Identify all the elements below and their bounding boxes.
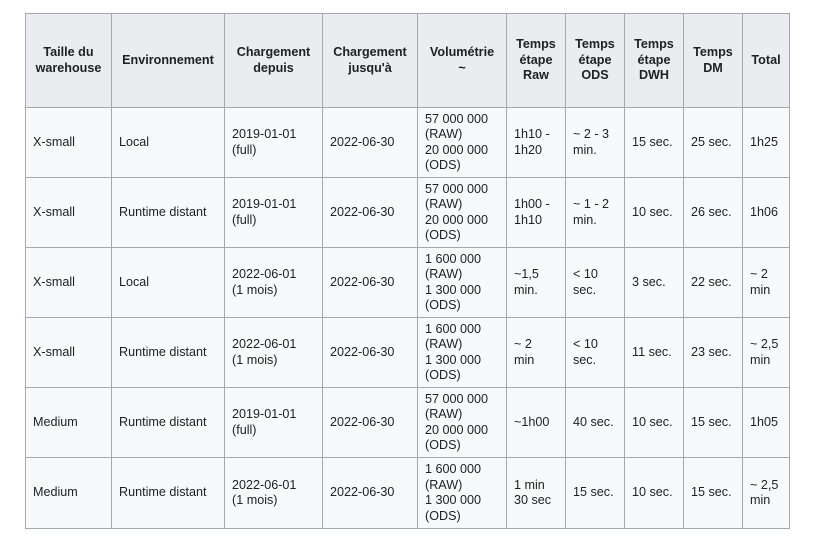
- table-cell: [684, 178, 743, 248]
- table-cell: [112, 178, 225, 248]
- cell-line: sec.: [573, 282, 597, 297]
- table-row: [26, 458, 790, 529]
- cell-line: (full): [232, 212, 257, 227]
- table-cell: [112, 248, 225, 318]
- table-cell: [625, 458, 684, 529]
- cell-line: 15 sec.: [691, 485, 732, 500]
- column-header-line: étape: [578, 52, 612, 67]
- cell-line: ~ 2,5: [750, 337, 779, 351]
- table-cell: [225, 248, 323, 318]
- column-header: [684, 14, 743, 108]
- cell-line: 3 sec.: [632, 274, 666, 289]
- cell-line: Runtime distant: [119, 485, 207, 500]
- table-cell: [112, 388, 225, 458]
- table-cell: [507, 178, 566, 248]
- cell-line: min: [750, 352, 771, 367]
- table-cell: [507, 248, 566, 318]
- cell-line: Medium: [33, 414, 78, 429]
- cell-line: 26 sec.: [691, 204, 732, 219]
- cell-line: (RAW): [425, 267, 463, 281]
- cell-line: (1 mois): [232, 282, 278, 297]
- table-cell: [225, 108, 323, 178]
- column-header: [112, 14, 225, 108]
- cell-line: (full): [232, 422, 257, 437]
- column-header-line: depuis: [253, 60, 294, 75]
- column-header-line: Temps: [575, 37, 615, 52]
- table-cell: [566, 248, 625, 318]
- table-cell: [26, 178, 112, 248]
- cell-line: Local: [119, 134, 150, 149]
- column-header: [507, 14, 566, 108]
- table-cell: [26, 458, 112, 529]
- table-cell: [225, 318, 323, 388]
- cell-line: 20 000 000: [425, 212, 489, 227]
- cell-line: (RAW): [425, 477, 463, 492]
- cell-line: 1 600 000: [425, 321, 482, 336]
- table-cell: [566, 178, 625, 248]
- table-cell: [26, 108, 112, 178]
- table-row: [26, 318, 790, 388]
- table-cell: [112, 458, 225, 529]
- cell-line: Runtime distant: [119, 344, 207, 359]
- cell-line: < 10: [573, 267, 598, 281]
- table-cell: [323, 178, 418, 248]
- table-cell: [743, 458, 790, 529]
- cell-line: (1 mois): [232, 352, 278, 367]
- column-header: [566, 14, 625, 108]
- cell-line: X-small: [33, 344, 75, 359]
- table-cell: [26, 388, 112, 458]
- column-header-line: étape: [637, 52, 671, 67]
- cell-line: 10 sec.: [632, 485, 673, 500]
- cell-line: 2022-06-30: [330, 134, 395, 149]
- table-cell: [684, 318, 743, 388]
- cell-line: X-small: [33, 134, 75, 149]
- cell-line: min.: [573, 142, 597, 157]
- cell-line: 1 600 000: [425, 462, 482, 476]
- table-row: [26, 108, 790, 178]
- table-cell: [225, 458, 323, 529]
- cell-line: (RAW): [425, 407, 463, 421]
- table-cell: [684, 458, 743, 529]
- cell-line: 15 sec.: [632, 134, 673, 149]
- cell-line: (ODS): [425, 228, 461, 242]
- table-row: [26, 248, 790, 318]
- table-cell: [418, 388, 507, 458]
- cell-line: 11 sec.: [632, 344, 672, 359]
- table-cell: [418, 318, 507, 388]
- cell-line: 2022-06-01: [232, 337, 297, 351]
- table-cell: [743, 248, 790, 318]
- cell-line: 2022-06-01: [232, 477, 297, 492]
- cell-line: (ODS): [425, 438, 461, 452]
- cell-line: 23 sec.: [691, 344, 732, 359]
- benchmark-table-container: [25, 13, 790, 529]
- cell-line: 10 sec.: [632, 414, 673, 429]
- cell-line: 1 300 000: [425, 493, 482, 507]
- cell-line: min: [750, 282, 771, 297]
- table-row: [26, 178, 790, 248]
- cell-line: min.: [573, 212, 597, 227]
- column-header-line: warehouse: [35, 60, 102, 75]
- cell-line: < 10: [573, 337, 598, 351]
- table-row: [26, 388, 790, 458]
- table-cell: [625, 178, 684, 248]
- cell-line: 2022-06-30: [330, 344, 395, 359]
- cell-line: 25 sec.: [691, 134, 732, 149]
- table-cell: [743, 108, 790, 178]
- cell-line: Medium: [33, 485, 78, 500]
- cell-line: 20 000 000: [425, 142, 489, 157]
- table-cell: [323, 108, 418, 178]
- cell-line: 2022-06-30: [330, 414, 395, 429]
- cell-line: min.: [514, 282, 538, 297]
- column-header-line: Chargement: [333, 45, 407, 59]
- cell-line: 2022-06-01: [232, 267, 297, 281]
- cell-line: X-small: [33, 274, 75, 289]
- cell-line: 15 sec.: [691, 414, 732, 429]
- cell-line: X-small: [33, 204, 75, 219]
- column-header-line: Total: [751, 52, 781, 67]
- cell-line: 30 sec: [514, 493, 552, 507]
- cell-line: 22 sec.: [691, 274, 732, 289]
- table-cell: [323, 458, 418, 529]
- cell-line: ~1,5: [514, 267, 539, 281]
- column-header: [323, 14, 418, 108]
- cell-line: sec.: [573, 352, 597, 367]
- table-cell: [418, 458, 507, 529]
- cell-line: 1 300 000: [425, 282, 482, 297]
- column-header-line: Temps: [634, 37, 674, 52]
- cell-line: ~ 2: [750, 267, 768, 281]
- cell-line: 15 sec.: [573, 485, 614, 500]
- column-header-line: Taille du: [43, 45, 94, 59]
- table-cell: [625, 388, 684, 458]
- cell-line: (RAW): [425, 127, 463, 141]
- table-cell: [418, 248, 507, 318]
- cell-line: 1h06: [750, 204, 779, 219]
- cell-line: 1h05: [750, 414, 779, 429]
- cell-line: 2022-06-30: [330, 274, 395, 289]
- table-cell: [225, 388, 323, 458]
- column-header-line: Chargement: [236, 45, 311, 59]
- column-header-line: Environnement: [122, 52, 214, 67]
- table-cell: [684, 248, 743, 318]
- table-cell: [684, 108, 743, 178]
- table-cell: [566, 388, 625, 458]
- cell-line: (ODS): [425, 368, 461, 382]
- cell-line: Local: [119, 274, 150, 289]
- table-cell: [112, 108, 225, 178]
- cell-line: Runtime distant: [119, 414, 207, 429]
- table-cell: [323, 388, 418, 458]
- cell-line: ~ 1 - 2: [573, 197, 610, 211]
- table-cell: [743, 388, 790, 458]
- table-cell: [323, 248, 418, 318]
- cell-line: 2019-01-01: [232, 127, 297, 141]
- cell-line: (ODS): [425, 158, 461, 172]
- table-cell: [26, 318, 112, 388]
- cell-line: (1 mois): [232, 493, 278, 507]
- table-cell: [507, 108, 566, 178]
- table-cell: [743, 318, 790, 388]
- cell-line: 57 000 000: [425, 181, 489, 196]
- cell-line: 20 000 000: [425, 422, 489, 437]
- cell-line: 1h10: [514, 212, 543, 227]
- cell-line: 2022-06-30: [330, 204, 395, 219]
- table-cell: [625, 318, 684, 388]
- column-header-line: jusqu'à: [348, 60, 392, 75]
- cell-line: (ODS): [425, 508, 461, 523]
- cell-line: (ODS): [425, 298, 461, 312]
- table-cell: [684, 388, 743, 458]
- cell-line: 2022-06-30: [330, 485, 395, 500]
- column-header: [743, 14, 790, 108]
- cell-line: ~ 2 - 3: [573, 127, 610, 141]
- column-header-line: ~: [458, 60, 466, 75]
- column-header-line: Temps: [516, 37, 556, 52]
- column-header-line: Temps: [693, 45, 733, 59]
- cell-line: Runtime distant: [119, 204, 207, 219]
- table-cell: [566, 458, 625, 529]
- cell-line: 57 000 000: [425, 391, 489, 406]
- cell-line: 57 000 000: [425, 111, 489, 126]
- table-cell: [26, 248, 112, 318]
- column-header-line: ODS: [581, 68, 609, 83]
- cell-line: ~ 2,5: [750, 477, 779, 492]
- cell-line: 40 sec.: [573, 414, 614, 429]
- table-body: [26, 108, 790, 529]
- table-cell: [566, 108, 625, 178]
- cell-line: min: [750, 493, 771, 507]
- cell-line: 1 300 000: [425, 352, 482, 367]
- column-header-line: Volumétrie: [429, 45, 495, 59]
- cell-line: 10 sec.: [632, 204, 673, 219]
- column-header: [625, 14, 684, 108]
- table-cell: [625, 108, 684, 178]
- column-header: [225, 14, 323, 108]
- table-cell: [225, 178, 323, 248]
- column-header: [418, 14, 507, 108]
- cell-line: 1 min: [514, 477, 545, 492]
- cell-line: (full): [232, 142, 257, 157]
- benchmark-table: [25, 13, 790, 529]
- cell-line: 1 600 000: [425, 251, 482, 266]
- table-cell: [323, 318, 418, 388]
- column-header-line: DWH: [638, 68, 670, 83]
- table-cell: [112, 318, 225, 388]
- cell-line: 1h25: [750, 134, 779, 149]
- cell-line: 1h10 -: [514, 127, 550, 141]
- cell-line: 1h20: [514, 142, 543, 157]
- cell-line: min: [514, 352, 535, 367]
- table-cell: [566, 318, 625, 388]
- table-cell: [418, 108, 507, 178]
- table-cell: [625, 248, 684, 318]
- cell-line: 2019-01-01: [232, 407, 297, 421]
- column-header-line: DM: [703, 60, 723, 75]
- table-header-row: [26, 14, 790, 108]
- table-cell: [743, 178, 790, 248]
- cell-line: (RAW): [425, 337, 463, 351]
- column-header-line: étape: [519, 52, 553, 67]
- column-header-line: Raw: [523, 68, 549, 83]
- cell-line: ~ 2: [514, 337, 532, 351]
- table-cell: [418, 178, 507, 248]
- table-cell: [507, 458, 566, 529]
- cell-line: (RAW): [425, 197, 463, 211]
- table-cell: [507, 388, 566, 458]
- table-cell: [507, 318, 566, 388]
- cell-line: ~1h00: [514, 414, 550, 429]
- cell-line: 1h00 -: [514, 197, 550, 211]
- column-header: [26, 14, 112, 108]
- cell-line: 2019-01-01: [232, 197, 297, 211]
